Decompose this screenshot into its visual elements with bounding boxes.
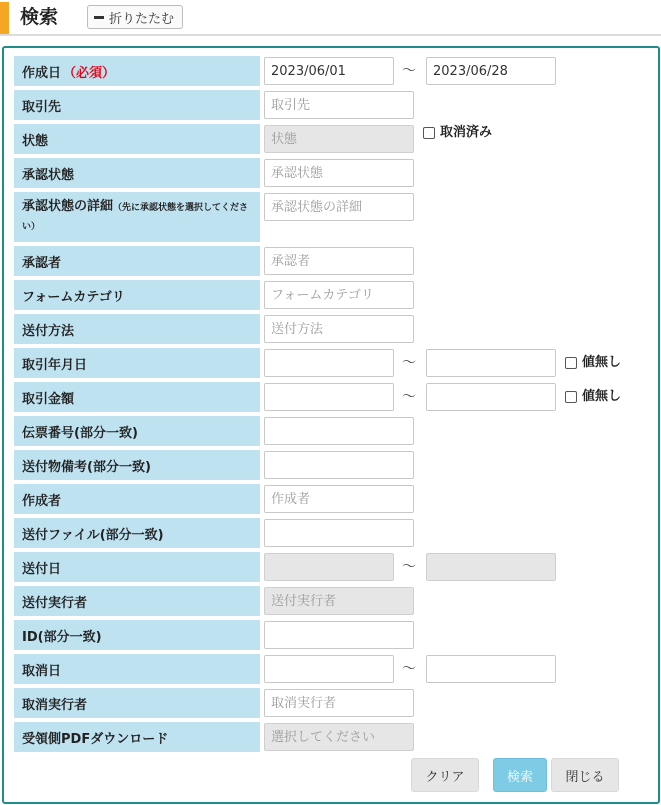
row-approval-status bbox=[14, 158, 654, 188]
collapse-button[interactable] bbox=[87, 5, 183, 29]
cancel-date-label: 取消日 bbox=[14, 654, 260, 684]
send-executor-input bbox=[264, 587, 414, 615]
row-creator bbox=[14, 484, 654, 514]
transaction-date-label: 取引年月日 bbox=[14, 348, 260, 378]
send-date-label: 送付日 bbox=[14, 552, 260, 582]
transaction-amount-no-value-checkbox[interactable] bbox=[565, 383, 621, 411]
range-separator: ～ bbox=[402, 63, 416, 79]
row-created-date bbox=[14, 56, 654, 86]
approval-detail-note: （先に承認状態を選択してください） bbox=[22, 203, 249, 232]
status-label: 状態 bbox=[14, 124, 260, 154]
created-date-to-input[interactable] bbox=[426, 57, 556, 85]
status-input bbox=[264, 125, 414, 153]
transaction-date-no-value-checkbox[interactable] bbox=[565, 349, 621, 377]
header-accent-bar bbox=[0, 2, 9, 35]
row-cancel-executor bbox=[14, 688, 654, 718]
transaction-date-from-input[interactable] bbox=[264, 349, 394, 377]
range-separator: ～ bbox=[402, 559, 416, 575]
send-method-label: 送付方法 bbox=[14, 314, 260, 344]
row-send-date bbox=[14, 552, 654, 582]
search-panel bbox=[2, 46, 660, 804]
id-label: ID(部分一致) bbox=[14, 620, 260, 650]
required-mark: （必須） bbox=[63, 65, 116, 81]
row-client bbox=[14, 90, 654, 120]
close-button[interactable]: 閉じる bbox=[551, 758, 619, 792]
send-file-input[interactable] bbox=[264, 519, 414, 547]
search-button[interactable]: 検索 bbox=[493, 758, 547, 792]
receiver-pdf-label: 受領側PDFダウンロード bbox=[14, 722, 260, 752]
id-input[interactable] bbox=[264, 621, 414, 649]
send-date-from-input bbox=[264, 553, 394, 581]
transaction-amount-label: 取引金額 bbox=[14, 382, 260, 412]
range-separator: ～ bbox=[402, 661, 416, 677]
slip-number-label: 伝票番号(部分一致) bbox=[14, 416, 260, 446]
creator-input[interactable] bbox=[264, 485, 414, 513]
receiver-pdf-select[interactable] bbox=[264, 723, 414, 751]
approver-input[interactable] bbox=[264, 247, 414, 275]
approval-detail-input[interactable] bbox=[264, 193, 414, 221]
clear-button[interactable]: クリア bbox=[411, 758, 479, 792]
cancel-date-from-input[interactable] bbox=[264, 655, 394, 683]
form-category-label: フォームカテゴリ bbox=[14, 280, 260, 310]
send-remarks-input[interactable] bbox=[264, 451, 414, 479]
send-method-input[interactable] bbox=[264, 315, 414, 343]
slip-number-input[interactable] bbox=[264, 417, 414, 445]
cancel-date-to-input[interactable] bbox=[426, 655, 556, 683]
range-separator: ～ bbox=[402, 355, 416, 371]
created-date-label-text: 作成日 bbox=[22, 65, 62, 81]
checkbox-box[interactable] bbox=[423, 127, 435, 139]
transaction-date-to-input[interactable] bbox=[426, 349, 556, 377]
client-input[interactable] bbox=[264, 91, 414, 119]
approval-status-input[interactable] bbox=[264, 159, 414, 187]
cancel-executor-label: 取消実行者 bbox=[14, 688, 260, 718]
checkbox-box[interactable] bbox=[565, 391, 577, 403]
no-value-label: 値無し bbox=[582, 389, 622, 404]
send-date-to-input bbox=[426, 553, 556, 581]
row-slip-number bbox=[14, 416, 654, 446]
transaction-amount-from-input[interactable] bbox=[264, 383, 394, 411]
send-executor-label: 送付実行者 bbox=[14, 586, 260, 616]
row-id bbox=[14, 620, 654, 650]
minus-icon bbox=[94, 16, 104, 19]
row-send-file bbox=[14, 518, 654, 548]
row-status bbox=[14, 124, 654, 154]
form-category-input[interactable] bbox=[264, 281, 414, 309]
transaction-amount-to-input[interactable] bbox=[426, 383, 556, 411]
approval-status-label: 承認状態 bbox=[14, 158, 260, 188]
row-approval-detail bbox=[14, 192, 654, 242]
row-transaction-date bbox=[14, 348, 654, 378]
header-divider bbox=[0, 34, 661, 36]
page-title: 検索 bbox=[20, 6, 59, 28]
row-approver bbox=[14, 246, 654, 276]
range-separator: ～ bbox=[402, 389, 416, 405]
approver-label: 承認者 bbox=[14, 246, 260, 276]
checkbox-box[interactable] bbox=[565, 357, 577, 369]
approval-detail-label-text: 承認状態の詳細 bbox=[22, 199, 114, 214]
collapse-label: 折りたたむ bbox=[109, 11, 175, 27]
row-send-executor bbox=[14, 586, 654, 616]
approval-detail-label bbox=[14, 192, 260, 242]
row-transaction-amount bbox=[14, 382, 654, 412]
row-send-method bbox=[14, 314, 654, 344]
search-header bbox=[0, 0, 661, 36]
cancelled-checkbox-label: 取消済み bbox=[440, 125, 493, 140]
row-receiver-pdf bbox=[14, 722, 654, 752]
no-value-label: 値無し bbox=[582, 355, 622, 370]
created-date-label bbox=[14, 56, 260, 86]
send-remarks-label: 送付物備考(部分一致) bbox=[14, 450, 260, 480]
cancel-executor-input[interactable] bbox=[264, 689, 414, 717]
row-cancel-date bbox=[14, 654, 654, 684]
send-file-label: 送付ファイル(部分一致) bbox=[14, 518, 260, 548]
cancelled-checkbox[interactable] bbox=[423, 119, 492, 147]
created-date-from-input[interactable] bbox=[264, 57, 394, 85]
row-send-remarks bbox=[14, 450, 654, 480]
row-form-category bbox=[14, 280, 654, 310]
client-label: 取引先 bbox=[14, 90, 260, 120]
creator-label: 作成者 bbox=[14, 484, 260, 514]
